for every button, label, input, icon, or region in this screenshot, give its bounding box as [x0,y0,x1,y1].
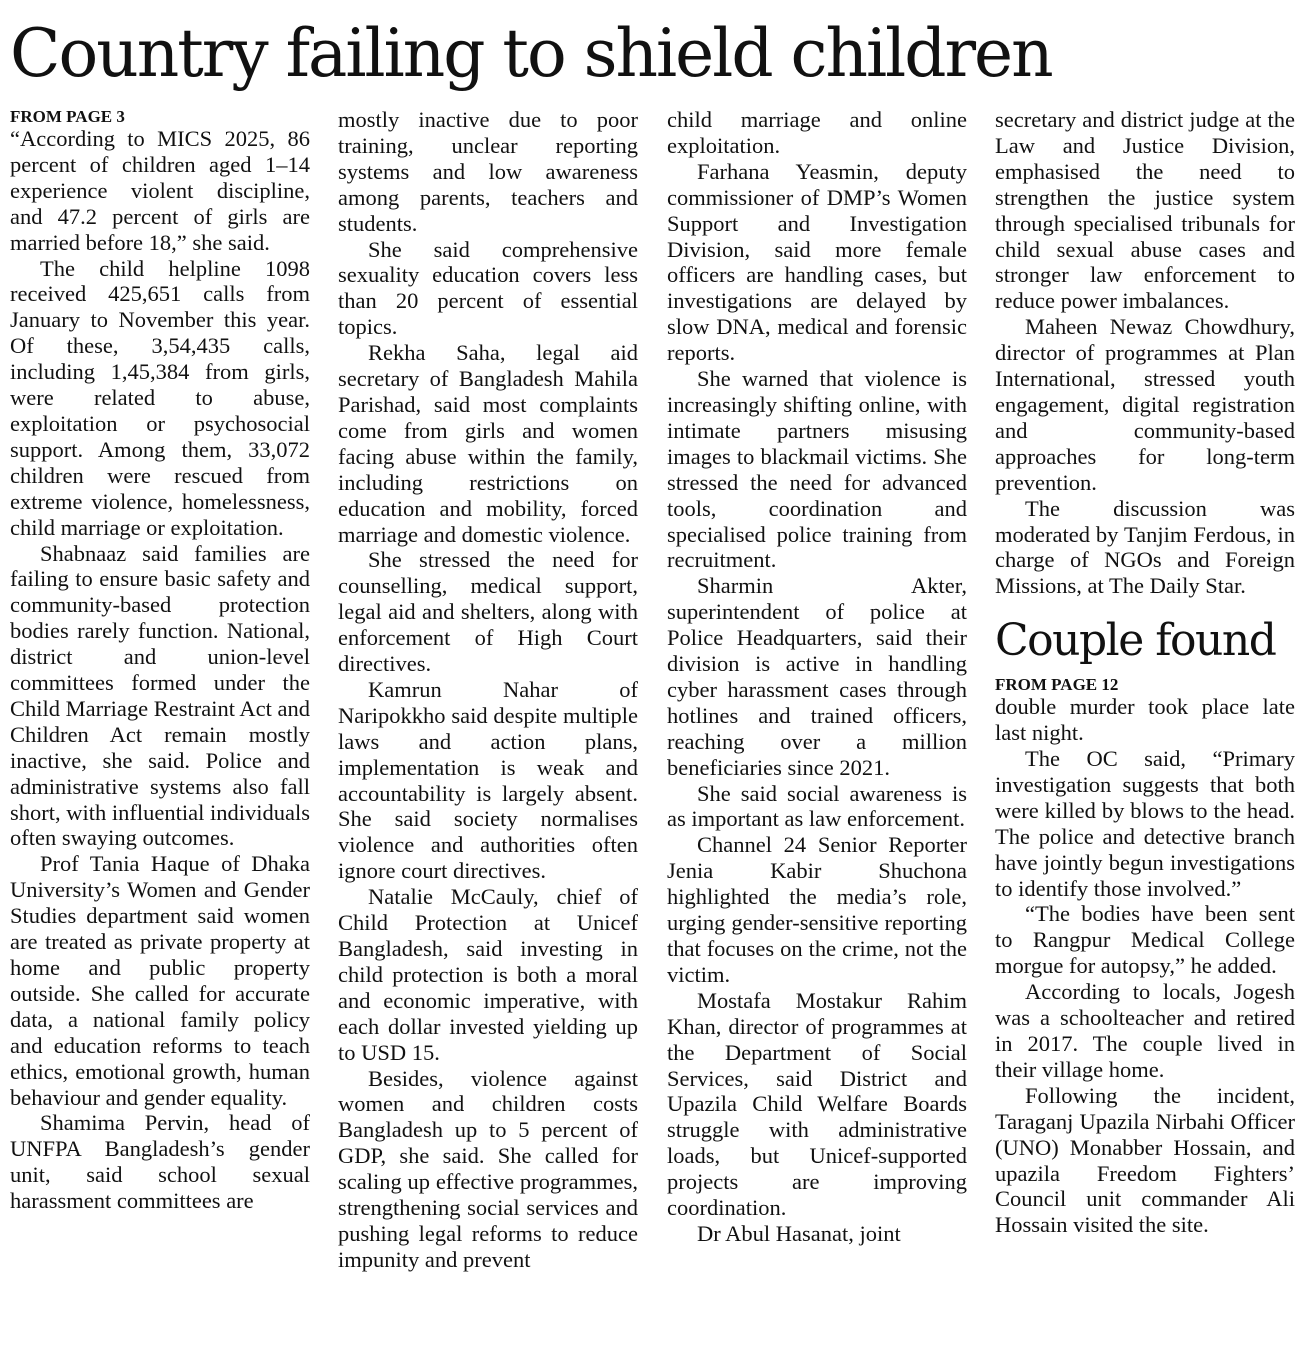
article-column-4 [995,107,1295,1238]
paragraph: Sharmin Akter, superintendent of police at Police Headquarters, said their division is active in handling cyber harassment cases through hotlines and trained officers, reaching over a million beneficiaries since 2021. [667,573,967,780]
paragraph: child marriage and online exploitation. [667,107,967,158]
paragraph: secretary and district judge at the Law and Justice Division, emphasised the need to strengthen the justice system through specialised tribunals for child sexual abuse cases and stronger law enforcement to reduce power imbalances. [995,107,1295,314]
paragraph: Channel 24 Senior Reporter Jenia Kabir Shuchona highlighted the media’s role, urging gender-sensitive reporting that focuses on the crime, not the victim. [667,832,967,987]
paragraph: “The bodies have been sent to Rangpur Medical College morgue for autopsy,” he added. [995,901,1295,979]
article-column-1 [10,107,310,1214]
paragraph: She said social awareness is as important as law enforcement. [667,780,967,832]
paragraph: The OC said, “Primary investigation suggests that both were killed by blows to the head. The police and detective branch have jointly begun investigations to identify those involved.” [995,746,1295,901]
continuation-kicker: FROM PAGE 3 [10,107,125,126]
paragraph: Maheen Newaz Chowdhury, director of programmes at Plan International, stressed youth engagement, digital registration and community-based approaches for long-term prevention. [995,314,1295,495]
paragraph: Dr Abul Hasanat, joint [697,1220,901,1246]
paragraph: She stressed the need for counselling, medical support, legal aid and shelters, along with enforcement of High Court directives. [338,547,638,677]
paragraph: Following the incident, Taraganj Upazila Nirbahi Officer (UNO) Monabber Hossain, and upazila Freedom Fighters’ Council unit commander Ali Hossain visited the site. [995,1082,1295,1238]
paragraph: Shamima Pervin, head of UNFPA Bangladesh’s gender unit, said school sexual harassment committees are [10,1110,310,1214]
paragraph: Shabnaaz said families are failing to ensure basic safety and community-based protection bodies rarely function. National, district and union-level committees formed under the Child Marriage Restraint Act and Children Act remain mostly inactive, she said. Police and administrative systems also fall short, with influential individuals often swaying outcomes. [10,540,310,851]
paragraph: mostly inactive due to poor training, unclear reporting systems and low awareness among parents, teachers and students. [338,107,638,236]
paragraph: She warned that violence is increasingly shifting online, with intimate partners misusing images to blackmail victims. She stressed the need for advanced tools, coordination and specialised police training from recruitment. [667,366,967,573]
paragraph: Natalie McCauly, chief of Child Protection at Unicef Bangladesh, said investing in child protection is both a moral and economic imperative, with each dollar invested yielding up to USD 15. [338,884,638,1065]
paragraph: double murder took place late last night. [995,694,1295,746]
paragraph: Mostafa Mostakur Rahim Khan, director of programmes at the Department of Social Services, said District and Upazila Child Welfare Boards struggle with administrative loads, but Unicef-supported projects are improving coordination. [667,987,967,1221]
paragraph: Rekha Saha, legal aid secretary of Bangladesh Mahila Parishad, said most complaints come from girls and women facing abuse within the family, including restrictions on education and mobility, forced marriage and domestic violence. [338,340,638,547]
paragraph: Besides, violence against women and children costs Bangladesh up to 5 percent of GDP, she said. She called for scaling up effective programmes, strengthening social services and pushing legal reforms to reduce impunity and prevent [338,1065,638,1272]
paragraph: The discussion was moderated by Tanjim Ferdous, in charge of NGOs and Foreign Missions, at The Daily Star. [995,495,1295,599]
article-column-2 [338,107,638,1273]
continuation-kicker: FROM PAGE 12 [995,675,1119,695]
paragraph: According to locals, Jogesh was a schoolteacher and retired in 2017. The couple lived in their village home. [995,979,1295,1082]
main-headline: Country failing to shield children [10,15,1052,92]
paragraph: “According to MICS 2025, 86 percent of children aged 1–14 experience violent discipline, and 47.2 percent of girls are married before 18,” she said. [10,126,310,255]
paragraph: Farhana Yeasmin, deputy commissioner of DMP’s Women Support and Investigation Division, said more female officers are handling cases, but investigations are delayed by slow DNA, medical and forensic reports. [667,158,967,366]
paragraph: The child helpline 1098 received 425,651 calls from January to November this year. Of these, 3,54,435 calls, including 1,45,384 from girls, were related to abuse, exploitation or psychosocial support. Among them, 33,072 children were rescued from extreme violence, homelessness, child marriage or exploitation. [10,255,310,540]
paragraph: She said comprehensive sexuality education covers less than 20 percent of essential topics. [338,236,638,340]
paragraph: Prof Tania Haque of Dhaka University’s Women and Gender Studies department said women are treated as private property at home and public property outside. She called for accurate data, a national family policy and education reforms to teach ethics, emotional growth, human behaviour and gender equality. [10,851,310,1110]
paragraph: Kamrun Nahar of Naripokkho said despite multiple laws and action plans, implementation is weak and accountability is largely absent. She said society normalises violence and authorities often ignore court directives. [338,676,638,884]
article-column-3 [667,107,967,1247]
second-story-headline: Couple found [995,615,1276,667]
